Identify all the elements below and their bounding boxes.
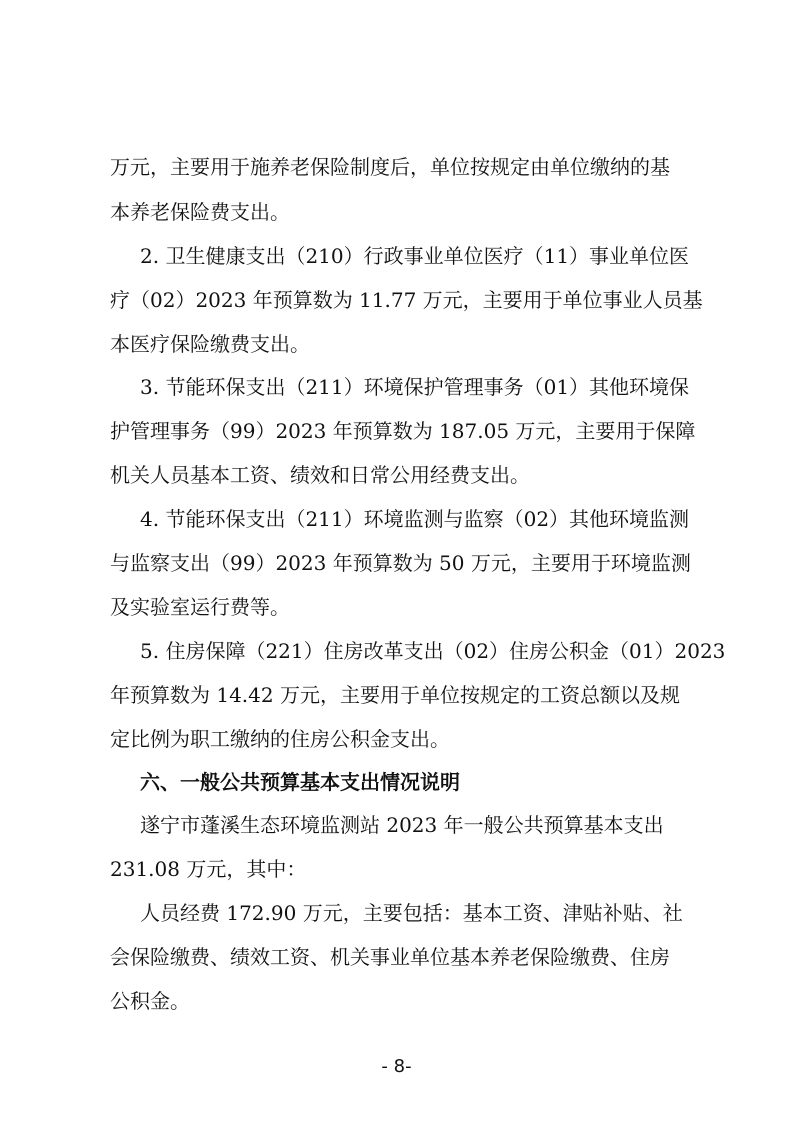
paragraph-line: 机关人员基本工资、绩效和日常公用经费支出。 xyxy=(110,463,530,487)
paragraph-line: 4. 节能环保支出（211）环境监测与监察（02）其他环境监测 xyxy=(140,507,690,531)
paragraph-line: 年预算数为 14.42 万元，主要用于单位按规定的工资总额以及规 xyxy=(110,683,680,707)
paragraph-line: 人员经费 172.90 万元，主要包括：基本工资、津贴补贴、社 xyxy=(140,901,683,925)
paragraph-line: 疗（02）2023 年预算数为 11.77 万元，主要用于单位事业人员基 xyxy=(110,288,703,312)
paragraph-line: 231.08 万元，其中： xyxy=(110,857,307,881)
paragraph-line: 及实验室运行费等。 xyxy=(110,595,290,619)
paragraph-line: 5. 住房保障（221）住房改革支出（02）住房公积金（01）2023 xyxy=(140,639,726,663)
paragraph-line: 2. 卫生健康支出（210）行政事业单位医疗（11）事业单位医 xyxy=(140,244,690,268)
paragraph-line: 本医疗保险缴费支出。 xyxy=(110,332,310,356)
paragraph-line: 护管理事务（99）2023 年预算数为 187.05 万元，主要用于保障 xyxy=(110,419,696,443)
page-number: - 8- xyxy=(381,1056,412,1077)
paragraph-line: 与监察支出（99）2023 年预算数为 50 万元，主要用于环境监测 xyxy=(110,551,691,575)
section-heading: 六、一般公共预算基本支出情况说明 xyxy=(140,770,460,794)
paragraph-line: 遂宁市蓬溪生态环境监测站 2023 年一般公共预算基本支出 xyxy=(140,813,664,837)
paragraph-line: 万元，主要用于施养老保险制度后，单位按规定由单位缴纳的基 xyxy=(110,155,670,179)
paragraph-line: 公积金。 xyxy=(110,989,190,1013)
paragraph-line: 定比例为职工缴纳的住房公积金支出。 xyxy=(110,727,450,751)
paragraph-line: 3. 节能环保支出（211）环境保护管理事务（01）其他环境保 xyxy=(140,375,690,399)
paragraph-line: 会保险缴费、绩效工资、机关事业单位基本养老保险缴费、住房 xyxy=(110,945,670,969)
paragraph-line: 本养老保险费支出。 xyxy=(110,200,290,224)
